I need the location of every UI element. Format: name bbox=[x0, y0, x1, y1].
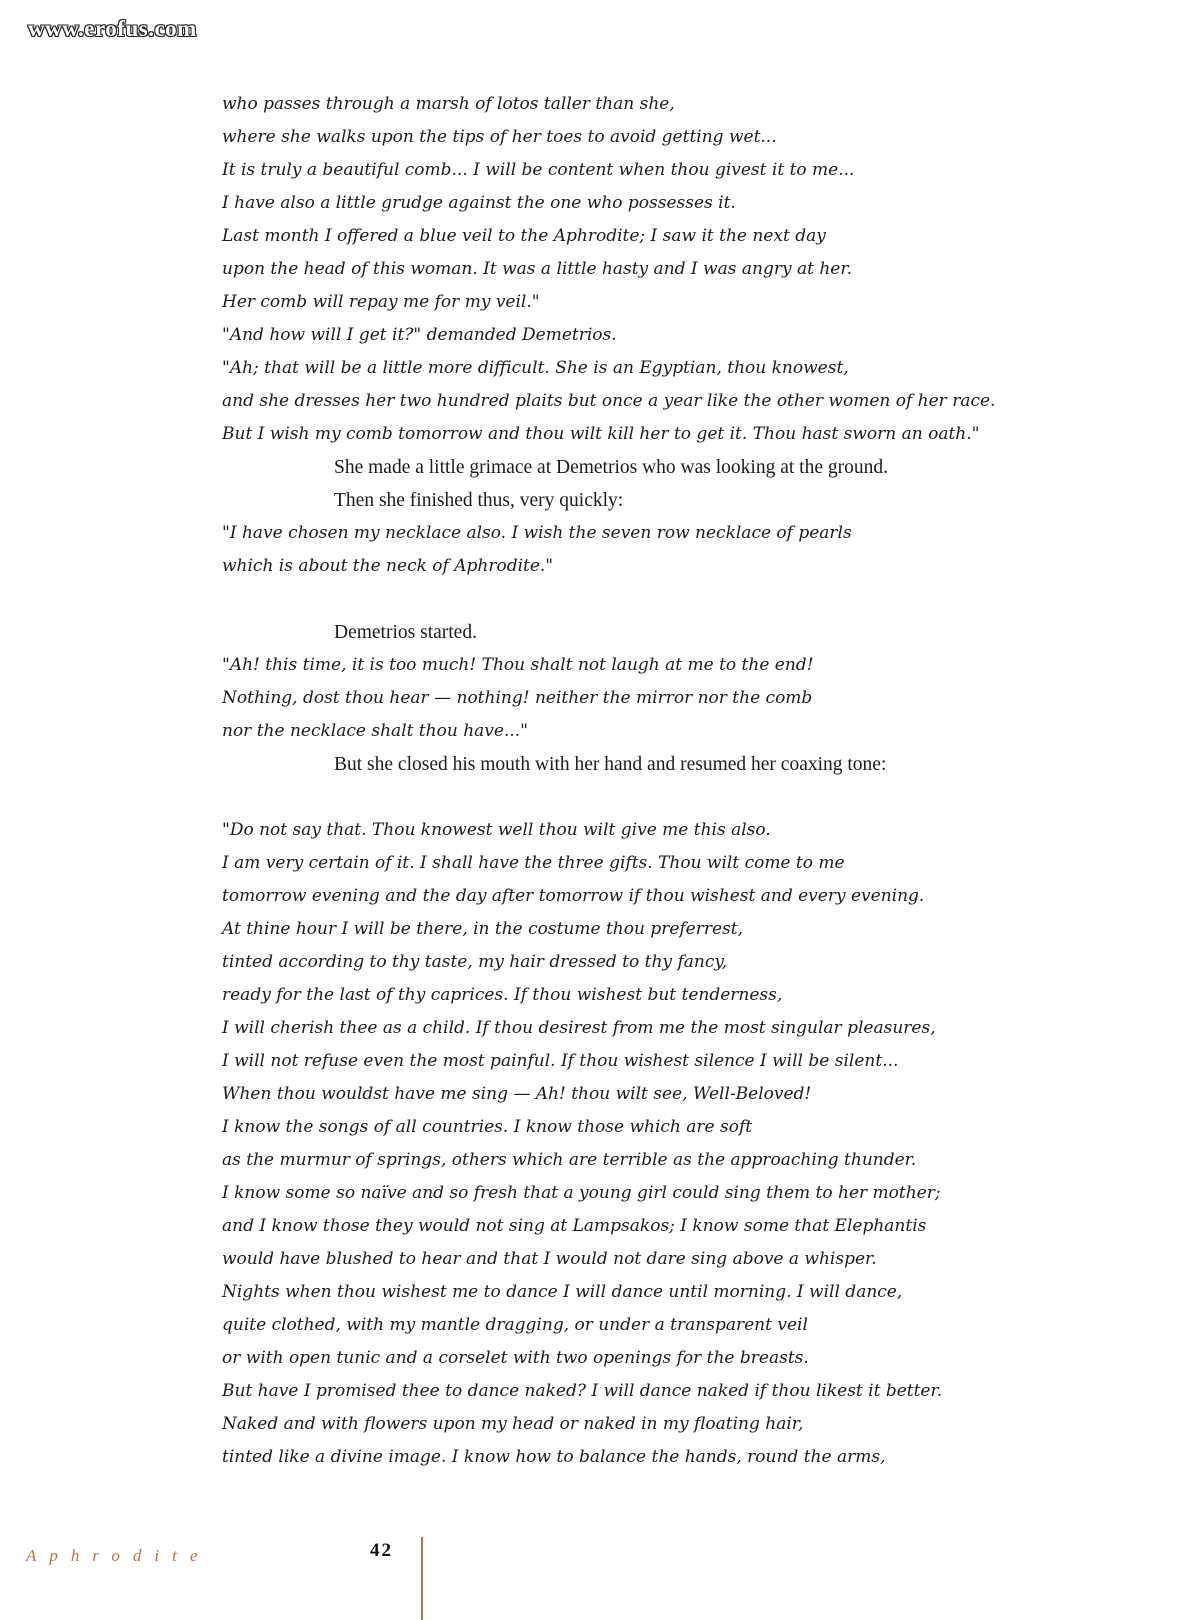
text-line: But have I promised thee to dance naked? I will dance naked if thou likest it better. bbox=[222, 1381, 943, 1401]
text-line: who passes through a marsh of lotos taller than she, bbox=[222, 94, 675, 114]
text-line: I am very certain of it. I shall have the three gifts. Thou wilt come to me bbox=[222, 853, 845, 873]
text-line: tomorrow evening and the day after tomorrow if thou wishest and every evening. bbox=[222, 886, 925, 906]
text-line: and I know those they would not sing at Lampsakos; I know some that Elephantis bbox=[222, 1216, 927, 1236]
text-line: or with open tunic and a corselet with two openings for the breasts. bbox=[222, 1348, 809, 1368]
text-line: "Ah! this time, it is too much! Thou shalt not laugh at me to the end! bbox=[222, 655, 814, 675]
watermark-text: www.erofus.com bbox=[28, 16, 197, 41]
text-line: upon the head of this woman. It was a little hasty and I was angry at her. bbox=[222, 259, 853, 279]
paragraph-gap bbox=[222, 583, 1122, 616]
text-line: Last month I offered a blue veil to the Aphrodite; I saw it the next day bbox=[222, 226, 826, 246]
text-line: I know the songs of all countries. I know those which are soft bbox=[222, 1117, 753, 1137]
text-line: which is about the neck of Aphrodite." bbox=[222, 556, 554, 576]
text-line: "And how will I get it?" demanded Demetrios. bbox=[222, 325, 617, 345]
text-line: "Do not say that. Thou knowest well thou wilt give me this also. bbox=[222, 820, 771, 840]
text-line: nor the necklace shalt thou have..." bbox=[222, 721, 528, 741]
text-line: where she walks upon the tips of her toes to avoid getting wet... bbox=[222, 127, 777, 147]
text-line: Demetrios started. bbox=[334, 622, 477, 643]
running-title: Aphrodite bbox=[26, 1546, 211, 1565]
text-line: Nights when thou wishest me to dance I will dance until morning. I will dance, bbox=[222, 1282, 903, 1302]
paragraph-gap bbox=[222, 781, 1122, 814]
text-line: tinted according to thy taste, my hair dressed to thy fancy, bbox=[222, 952, 728, 972]
text-line: quite clothed, with my mantle dragging, or under a transparent veil bbox=[222, 1315, 808, 1335]
text-line: I know some so naïve and so fresh that a young girl could sing them to her mother; bbox=[222, 1183, 941, 1203]
text-line: Her comb will repay me for my veil." bbox=[222, 292, 540, 312]
text-line: as the murmur of springs, others which are terrible as the approaching thunder. bbox=[222, 1150, 917, 1170]
text-line: At thine hour I will be there, in the costume thou preferrest, bbox=[222, 919, 744, 939]
text-line: I will not refuse even the most painful. If thou wishest silence I will be silent... bbox=[222, 1051, 899, 1071]
page-number: 42 bbox=[370, 1540, 393, 1561]
text-line: It is truly a beautiful comb... I will be content when thou givest it to me... bbox=[222, 160, 855, 180]
text-line: When thou wouldst have me sing — Ah! thou wilt see, Well-Beloved! bbox=[222, 1084, 812, 1104]
text-line: But I wish my comb tomorrow and thou wilt kill her to get it. Thou hast sworn an oath." bbox=[222, 424, 980, 444]
text-line: But she closed his mouth with her hand and resumed her coaxing tone: bbox=[334, 754, 887, 775]
text-line: Nothing, dost thou hear — nothing! neither the mirror nor the comb bbox=[222, 688, 813, 708]
text-line: I have also a little grudge against the one who possesses it. bbox=[222, 193, 736, 213]
footer-divider bbox=[421, 1537, 423, 1620]
text-line: "Ah; that will be a little more difficult. She is an Egyptian, thou knowest, bbox=[222, 358, 849, 378]
text-line: I will cherish thee as a child. If thou desirest from me the most singular pleasures, bbox=[222, 1018, 936, 1038]
text-line: "I have chosen my necklace also. I wish the seven row necklace of pearls bbox=[222, 523, 852, 543]
text-line: would have blushed to hear and that I would not dare sing above a whisper. bbox=[222, 1249, 877, 1269]
body-text bbox=[222, 88, 1122, 1474]
text-line: She made a little grimace at Demetrios who was looking at the ground. bbox=[334, 457, 888, 478]
text-line: ready for the last of thy caprices. If thou wishest but tenderness, bbox=[222, 985, 783, 1005]
text-line: Naked and with flowers upon my head or naked in my floating hair, bbox=[222, 1414, 804, 1434]
text-line: tinted like a divine image. I know how to balance the hands, round the arms, bbox=[222, 1447, 886, 1467]
text-line: and she dresses her two hundred plaits but once a year like the other women of her race. bbox=[222, 391, 996, 411]
text-line: Then she finished thus, very quickly: bbox=[334, 490, 624, 511]
